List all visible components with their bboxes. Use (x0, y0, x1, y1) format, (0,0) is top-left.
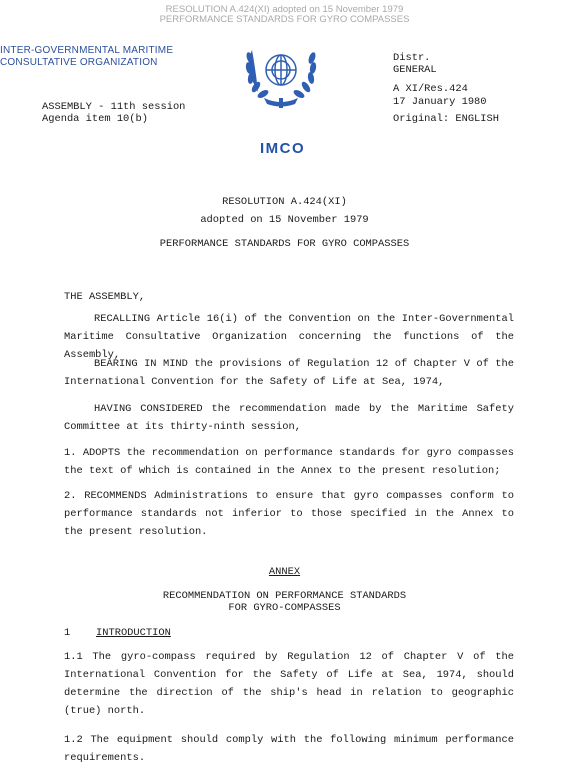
annex-label (0, 566, 569, 578)
resolution-title: RESOLUTION A.424(XI) (222, 196, 347, 208)
assembly-session: ASSEMBLY - 11th session (42, 101, 186, 113)
the-assembly-heading: THE ASSEMBLY, (64, 291, 146, 303)
document-reference: A XI/Res.424 (393, 83, 468, 95)
paragraph-1-1: 1.1 The gyro-compass required by Regulation 12 of Chapter V of the International Convention for the Safety of Life at Sea, 1974, should determine the direction of the ship's head in relation to geographic (true) north. (64, 651, 514, 717)
paragraph-having-considered: HAVING CONSIDERED the recommendation made by the Maritime Safety Committee at its thirty-ninth session, (64, 403, 514, 433)
annex-title-line-2: FOR GYRO-COMPASSES (228, 602, 341, 614)
distr-general: GENERAL (393, 64, 437, 76)
distr-label: Distr. (393, 52, 431, 64)
paragraph-1-2: 1.2 The equipment should comply with the following minimum performance requirements. (64, 734, 514, 764)
paragraph-recommends: 2. RECOMMENDS Administrations to ensure that gyro compasses conform to performance standards not inferior to those specified in the Annex to the present resolution. (64, 490, 514, 538)
document-date: 17 January 1980 (393, 96, 487, 108)
organization-line-1: INTER-GOVERNMENTAL MARITIME (0, 45, 174, 56)
agenda-item: Agenda item 10(b) (42, 113, 149, 125)
section-title-introduction: INTRODUCTION (96, 627, 171, 639)
distribution-block (393, 52, 437, 76)
annex-title-line-1: RECOMMENDATION ON PERFORMANCE STANDARDS (162, 590, 407, 602)
paragraph-recalling: RECALLING Article 16(i) of the Convention on the Inter-Governmental Maritime Consultative Organization concerning the functions of the Assembly, (64, 313, 514, 361)
resolution-subject: PERFORMANCE STANDARDS FOR GYRO COMPASSES (159, 238, 410, 250)
organization-line-2: CONSULTATIVE ORGANIZATION (0, 57, 158, 68)
original-language: Original: ENGLISH (393, 113, 500, 125)
paragraph-bearing-in-mind: BEARING IN MIND the provisions of Regulation 12 of Chapter V of the International Convention for the Safety of Life at Sea, 1974, (64, 358, 514, 388)
annex-label-text: ANNEX (268, 566, 301, 578)
imco-logo-text: IMCO (260, 140, 306, 157)
banner-line-2: PERFORMANCE STANDARDS FOR GYRO COMPASSES (159, 14, 410, 25)
section-number: 1 (64, 627, 71, 639)
page-header-banner (0, 5, 569, 25)
paragraph-adopts: 1. ADOPTS the recommendation on performance standards for gyro compasses the text of which is contained in the Annex to the present resolution; (64, 447, 514, 477)
banner-line-1: RESOLUTION A.424(XI) adopted on 15 November 1979 (165, 4, 404, 15)
imco-emblem (240, 40, 322, 110)
organization-name (0, 45, 173, 69)
resolution-adopted-date: adopted on 15 November 1979 (200, 214, 369, 226)
